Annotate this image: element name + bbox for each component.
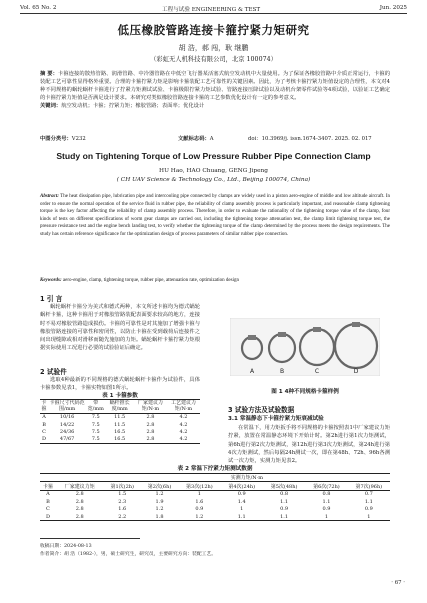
table-cell: 2.8 xyxy=(134,435,167,443)
table-row xyxy=(40,506,390,513)
table-1-header: 卡箍尺寸代码范围/mm xyxy=(49,400,85,413)
table-cell: 7.5 xyxy=(91,428,100,435)
table-2-header: 第6次(72h) xyxy=(305,482,347,490)
doc-label: 文献标志码： xyxy=(178,136,210,142)
abstract-cn-label: 摘 要： xyxy=(40,71,58,77)
clc-label: 中图分类号： xyxy=(40,136,72,142)
table-cell: 2.8 xyxy=(146,428,155,435)
doc-value: A xyxy=(209,136,214,142)
table-cell: 2.8 xyxy=(75,506,84,513)
table-cell: 1 xyxy=(348,513,390,521)
table-cell: 2.3 xyxy=(118,498,127,505)
table-cell: 1 xyxy=(197,491,201,498)
table-cell: 0.8 xyxy=(322,491,331,498)
table-row xyxy=(40,413,200,421)
table-cell: 1 xyxy=(305,513,347,521)
table-cell: 1.1 xyxy=(364,498,373,505)
table-cell: A xyxy=(46,491,50,498)
figure-label-d: D xyxy=(353,368,359,375)
table-2-header: 第3次(12h) xyxy=(178,482,220,490)
table-cell: 4.2 xyxy=(179,428,188,435)
table-cell: 1.4 xyxy=(237,498,246,505)
table-cell: 2.8 xyxy=(75,498,84,505)
title-cn: 低压橡胶管路连接卡箍拧紧力矩研究 xyxy=(117,23,310,37)
table-cell: B xyxy=(46,498,50,505)
header-journal: 工程与试验 ENGINEERING & TEST xyxy=(162,7,261,13)
table-cell: 1.2 xyxy=(155,506,164,513)
page-number: · 67 · xyxy=(391,580,405,586)
authors-cn: 胡 浩，郝 闯，耿 继鹏 xyxy=(178,44,249,52)
table-2-header: 卡箍 xyxy=(40,482,56,490)
table-cell: 11.5 xyxy=(114,421,126,428)
table-cell: 0.9 xyxy=(237,491,246,498)
table-2-header: 第1次(2h) xyxy=(104,482,141,490)
figure-label-b: B xyxy=(279,368,285,375)
table-cell: 0.7 xyxy=(364,491,373,498)
table-2 xyxy=(40,473,390,521)
table-cell: 1.2 xyxy=(155,491,164,498)
table-cell: 0.9 xyxy=(280,506,289,513)
table-cell: 2.8 xyxy=(56,513,104,521)
table-cell: 2.8 xyxy=(146,421,155,428)
abstract-en xyxy=(40,193,390,239)
table-1-caption: 表 1 卡箍参数 xyxy=(102,393,138,399)
table-cell: 0.8 xyxy=(280,491,289,498)
figure-1-caption: 图 1 4种不同规格卡箍样例 xyxy=(271,389,339,395)
table-cell: 2.2 xyxy=(104,513,141,521)
table-cell: 4.2 xyxy=(179,414,188,421)
section-1-text: 蜗轮蜗杆卡箍分为美式和德式两种，本文所述卡箍均为德式蜗轮蜗杆卡箍，这种卡箍用于对橡胶管路装配表面要求较高的地方，连接时不易对橡胶管路造成损伤。卡箍的可靠性是对其施加了增强卡箍与橡胶管路连接的可靠性和密闭性，以防止卡箍在受到载荷后连接件之间出现缝隙或相对滑移而随先施加的力矩。蜗轮蜗杆卡箍拧紧力矩根据实际使用工况进行必要的试验验证后确定。 xyxy=(40,304,200,352)
section-3-text: 在常温下，用力矩扳手将不同规格的卡箍按照表1中厂家建议力矩拧紧，放置在常温静态环境下开始计时。第2h进行第1次力矩测试，第6h进行第2次力矩测试，第12h进行第3次力矩测试，第24h进行第4次力矩测试，然后每隔24h测试一次，即在第48h、72h、96h各测试一次力矩，实测力矩见表2。 xyxy=(228,425,390,465)
table-cell: 4.2 xyxy=(167,435,200,443)
section-2-text: 选取4种最新的不同规格的德式蜗轮蜗杆卡箍作为试验件，具体卡箍参数见表1，卡箍实物如图1所示。 xyxy=(40,377,200,392)
figure-label-a: A xyxy=(249,368,255,375)
section-3-heading: 3 试验方法及试验数据 xyxy=(228,406,295,414)
title-en: Study on Tightening Torque of Low Pressure Rubber Pipe Connection Clamp xyxy=(56,151,371,161)
table-cell: 0.9 xyxy=(364,506,373,513)
table-cell: 4.2 xyxy=(179,421,188,428)
table-cell: 0.9 xyxy=(195,506,204,513)
abstract-cn xyxy=(40,70,390,110)
header-date: Jun. 2025 xyxy=(379,5,407,11)
author-bio: 作者简介：胡 浩（1982-），男，硕士研究生，研究员，主要研究方向：装配工艺。 xyxy=(40,552,217,557)
table-cell: 7.5 xyxy=(91,421,100,428)
table-cell: 1.6 xyxy=(195,498,204,505)
table-2-group-header: 实测力矩/N·m xyxy=(104,474,390,482)
table-cell: A xyxy=(42,414,46,421)
table-row xyxy=(40,421,200,428)
table-cell: 16.5 xyxy=(114,428,126,435)
table-cell: 0.9 xyxy=(322,506,331,513)
clamp-photo xyxy=(230,318,380,376)
table-cell: D xyxy=(40,435,48,443)
table-cell: B xyxy=(42,421,46,428)
table-cell: 24/36 xyxy=(59,428,75,435)
keywords-en-label: Keywords: xyxy=(40,278,62,283)
affiliation-en: ( CH UAV Science & Technology Co., Ltd., Beijing 100074, China) xyxy=(116,177,311,183)
table-1 xyxy=(40,399,200,444)
table-cell: D xyxy=(40,513,56,521)
table-2-header: 第5次(48h) xyxy=(263,482,305,490)
abstract-en-text: The heat dissipation pipe, lubrication pipe and intercooling pipe connected by clamps are widely used in a piston aero-engine of middle and low altitude aircraft. In order to ensure the normal operation of the service fluid in rubber pipe, the reliability of clamp assembly process is particularly important, and reasonable clamp tightening torque is the key factor affecting the reliability of clamp assembly process. Therefore, in order to evaluate the rationality of the tightening torque value of the clamp, four kinds of tests on different specifications of worm gear clamps are carried out, including the tightening torque attenuation test, the clamp limit tightening torque test, the pressure resistance test and the engine bench landing test, to verify whether the tightening torque of the clamp determined by the process meets the design requirements. The study has certain reference significance for the optimization design of process parameters of similar rubber pipe connection. xyxy=(40,194,390,237)
table-cell: 1 xyxy=(240,506,244,513)
table-cell: 10/16 xyxy=(59,414,75,421)
table-cell: 16.5 xyxy=(105,435,134,443)
table-cell: 1.8 xyxy=(141,513,178,521)
doi: doi：10.3969/j. issn.1674-3407. 2025. 02. 017 xyxy=(248,136,372,142)
keywords-cn: 航空发动机；卡箍；拧紧力矩；橡胶管路；表面率；优化设计 xyxy=(61,103,205,109)
table-cell: 1.1 xyxy=(280,498,289,505)
table-2-blank xyxy=(40,474,104,482)
table-1-header: 带宽/mm xyxy=(87,400,104,413)
received-date: 收稿日期：2024-08-13 xyxy=(40,544,92,549)
table-cell: 11.5 xyxy=(114,414,126,421)
table-row xyxy=(40,490,390,498)
table-row xyxy=(40,513,390,521)
table-cell: 1.1 xyxy=(221,513,263,521)
section-3-1-heading: 3.1 常温静态下卡箍拧紧力矩衰减试验 xyxy=(228,416,324,422)
table-cell: C xyxy=(42,428,46,435)
table-1-header: 工艺建议力矩/N·m xyxy=(167,400,200,414)
table-cell: 1.1 xyxy=(322,498,331,505)
affiliation-cn: （彩虹无人机科技有限公司，北京 100074） xyxy=(150,56,277,63)
header-rule xyxy=(20,13,407,14)
section-2-heading: 2 试验件 xyxy=(40,368,67,376)
table-cell: 14/22 xyxy=(59,421,75,428)
header-volume: Vol. 65 No. 2 xyxy=(20,5,57,11)
table-2-header: 第7次(96h) xyxy=(348,482,390,490)
table-cell: 7.5 xyxy=(91,414,100,421)
table-cell: 47/67 xyxy=(48,435,86,443)
clc-value: V232 xyxy=(71,136,86,142)
table-2-header: 厂家建议力矩 xyxy=(56,482,104,490)
section-1-heading: 1 引 言 xyxy=(40,295,63,303)
table-row xyxy=(40,435,200,443)
table-cell: 7.5 xyxy=(86,435,105,443)
running-header xyxy=(0,0,427,14)
table-cell: 1.2 xyxy=(178,513,220,521)
figure-label-c: C xyxy=(314,368,320,375)
table-2-header: 第4次(24h) xyxy=(221,482,263,490)
table-2-caption: 表 2 常温下拧紧力矩测试数据 xyxy=(177,466,253,472)
footnote-rule xyxy=(40,538,140,539)
table-cell: C xyxy=(46,506,50,513)
table-cell: 2.8 xyxy=(146,414,155,421)
table-1-header: 卡箍 xyxy=(41,400,47,413)
abstract-en-label: Abstract: xyxy=(40,194,59,199)
table-1-header: 厂家建议力矩/N·m xyxy=(134,400,167,414)
table-row xyxy=(40,428,200,435)
table-cell: 1.6 xyxy=(118,506,127,513)
doc-code xyxy=(178,134,214,142)
table-row xyxy=(40,498,390,505)
keywords-en-block xyxy=(40,277,390,285)
table-cell: 2.8 xyxy=(75,491,84,498)
table-cell: 1.1 xyxy=(263,513,305,521)
abstract-cn-text: 卡箍连接的散热管路、润滑管路、中冷器管路在中低空飞行器某活塞式航空发动机中大量使用。为了保证各橡胶管路中介质正常运行，卡箍的装配工艺可靠性显得格外重要。合理的卡箍拧紧力矩是影响卡箍装配工艺可靠性的关键因素。因此，为了考核卡箍拧紧力矩值设定的合理性，本文对4种不同规格的蜗轮蜗杆卡箍进行了拧紧力矩测试试验、卡箍极限拧紧力矩试验、管路连接压降试验以及动机台架零件试验等4项试验，以验证工艺确定的卡箍拧紧力矩值是否满足设计要求。本研究对类似橡胶管路连接卡箍的工艺参数优化设计有一定的参考意义。 xyxy=(40,71,390,101)
table-cell: 1.9 xyxy=(155,498,164,505)
clc-code xyxy=(40,134,86,142)
table-2-header: 第2次(6h) xyxy=(141,482,178,490)
authors-en: HU Hao, HAO Chuang, GENG Jipeng xyxy=(159,168,268,174)
table-1-header: 蜗杆推长度/mm xyxy=(105,400,134,414)
table-cell: 1.5 xyxy=(118,491,127,498)
keywords-cn-label: 关键词： xyxy=(40,103,62,109)
keywords-en: aero-engine, clamp, tightening torque, rubber pipe, attenuation rate, optimization design xyxy=(62,278,239,283)
